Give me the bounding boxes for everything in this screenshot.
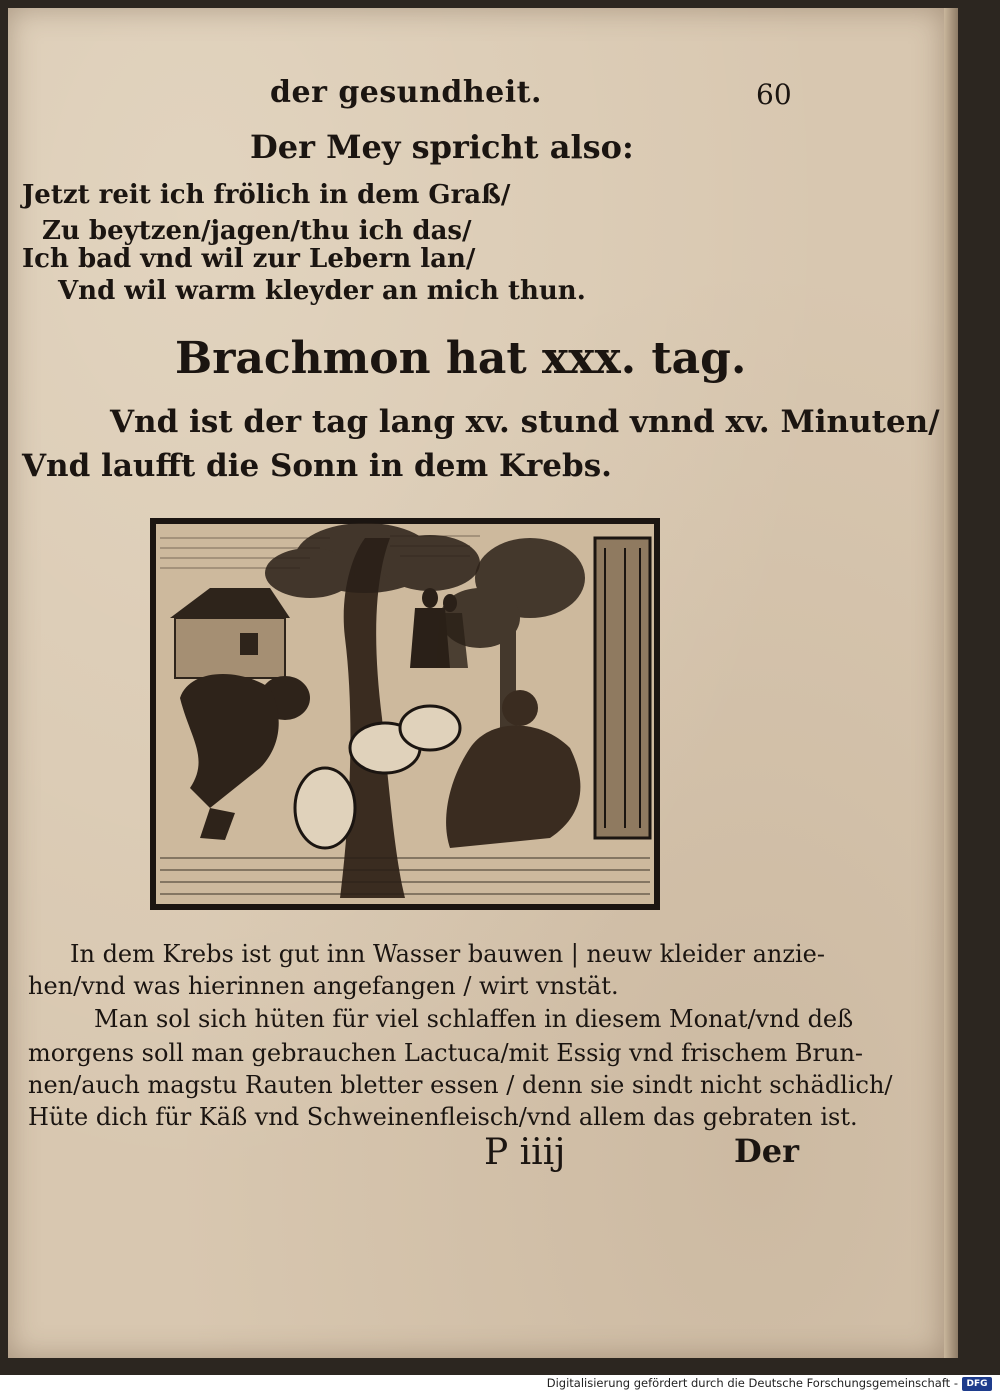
month-info-line: Vnd ist der tag lang xv. stund vnnd xv. Minuten/ (110, 404, 940, 440)
body-text-line: hen/vnd was hierinnen angefangen / wirt vnstät. (28, 972, 619, 1000)
verse-line: Zu beytzen/jagen/thu ich das/ (42, 216, 472, 246)
verse-heading: Der Mey spricht also: (250, 128, 634, 166)
running-head: der gesundheit. (270, 75, 542, 110)
dfg-logo: DFG (962, 1377, 992, 1391)
page-edge (944, 8, 958, 1358)
month-heading: Brachmon hat xxx. tag. (175, 333, 747, 384)
footer-credit: Digitalisierung gefördert durch die Deutsche Forschungsgemeinschaft - (546, 1376, 958, 1390)
catchword: Der (734, 1132, 799, 1170)
verse-line: Vnd wil warm kleyder an mich thun. (58, 276, 586, 306)
verse-line: Ich bad vnd wil zur Lebern lan/ (22, 244, 476, 274)
body-text-line: In dem Krebs ist gut inn Wasser bauwen | neuw kleider anzie- (70, 940, 825, 968)
verse-line: Jetzt reit ich frölich in dem Graß/ (22, 180, 511, 210)
body-text-line: Hüte dich für Käß vnd Schweinenfleisch/vnd allem das gebraten ist. (28, 1103, 858, 1131)
body-text-line: Man sol sich hüten für viel schlaffen in diesem Monat/vnd deß (94, 1005, 854, 1033)
woodcut-illustration (150, 518, 660, 910)
body-text-line: nen/auch magstu Rauten bletter essen / denn sie sindt nicht schädlich/ (28, 1071, 893, 1099)
signature-mark: P iiij (484, 1132, 566, 1173)
folio-number: 60 (756, 78, 792, 111)
body-text-line: morgens soll man gebrauchen Lactuca/mit Essig vnd frischem Brun- (28, 1039, 864, 1067)
month-info-line: Vnd laufft die Sonn in dem Krebs. (22, 448, 612, 484)
